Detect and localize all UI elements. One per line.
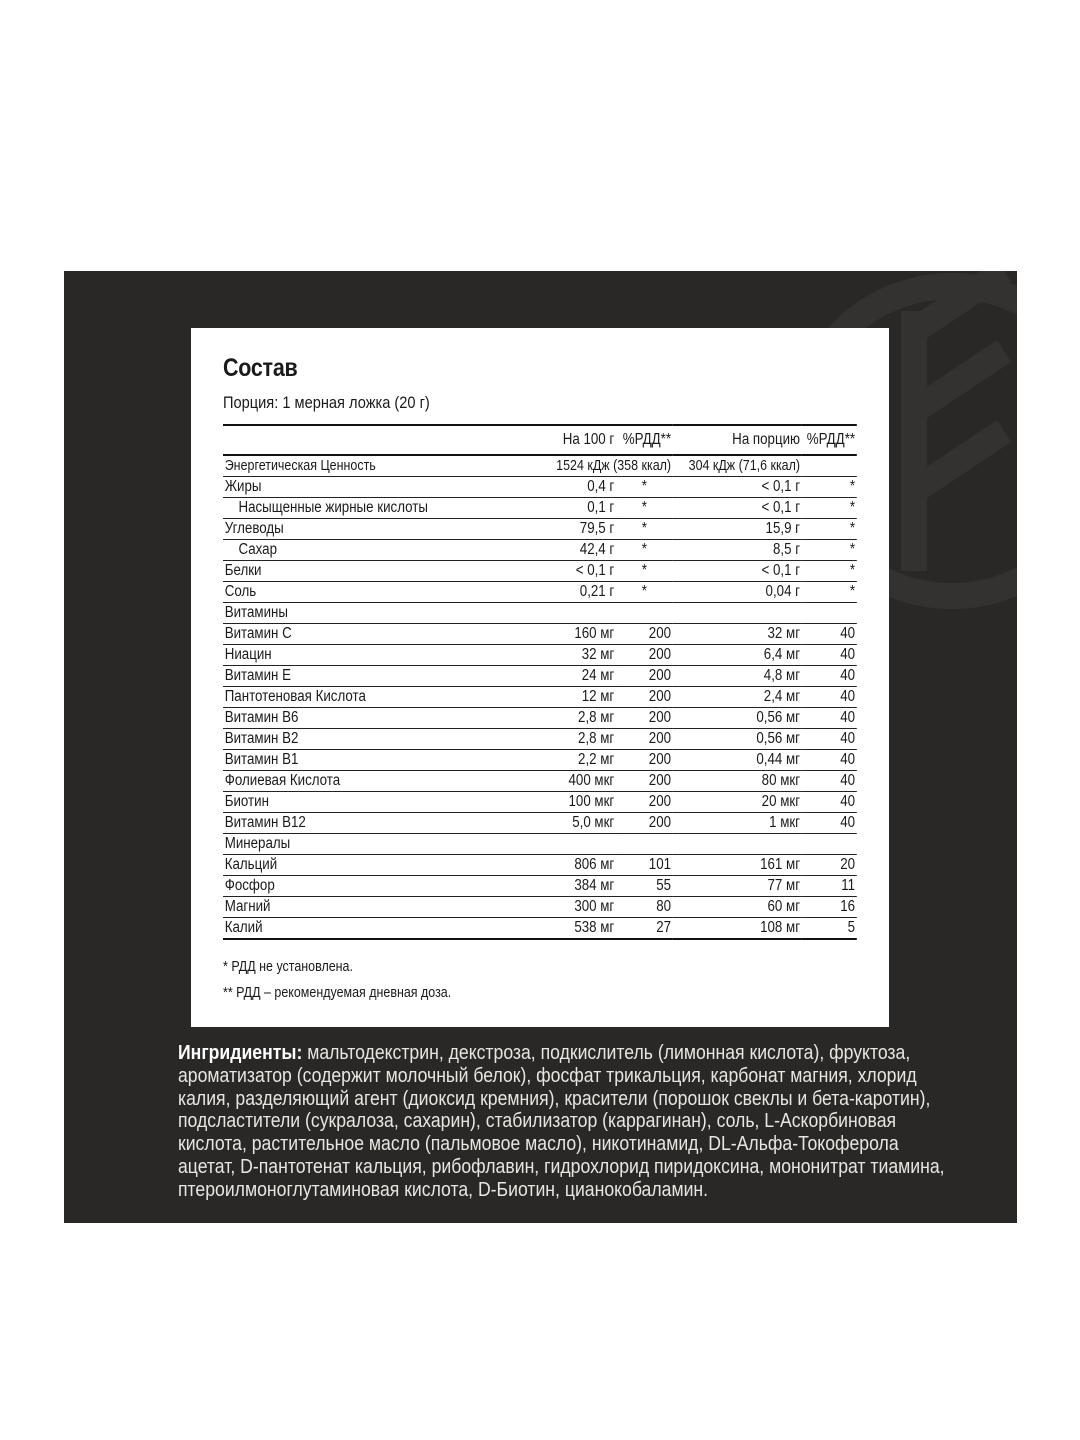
rdd-per-serving: *	[849, 520, 856, 537]
value-per-serving: 161 мг	[760, 856, 801, 873]
nutrient-name: Витамин В12	[224, 814, 306, 831]
nutrient-name: Фосфор	[224, 877, 275, 894]
rdd-per-100g: 55	[656, 877, 672, 894]
rdd-per-100g: 200	[648, 646, 672, 663]
rdd-per-100g: 200	[648, 730, 672, 747]
value-per-serving: 6,4 мг	[763, 646, 801, 663]
rdd-per-100g: 200	[648, 688, 672, 705]
table-row	[223, 645, 857, 666]
rdd-per-100g	[616, 603, 673, 624]
nutrient-name: Соль	[224, 583, 257, 600]
table-row	[223, 582, 857, 603]
ingredients-line: ароматизатор (содержит молочный белок), фосфат трикальция, карбонат магния, хлорид	[178, 1063, 917, 1087]
table-row	[223, 750, 857, 771]
rdd-per-serving: 40	[840, 793, 856, 810]
value-per-serving: 108 мг	[760, 919, 801, 936]
ingredients-line: ацетат, D-пантотенат кальция, рибофлавин, гидрохлорид пиридоксина, мононитрат тиамина,	[178, 1154, 945, 1178]
nutrient-name: Минералы	[224, 835, 291, 852]
value-per-100g: 160 мг	[574, 625, 615, 642]
table-row	[223, 729, 857, 750]
nutrition-table	[223, 424, 857, 940]
table-row	[223, 519, 857, 540]
table-row	[223, 455, 857, 477]
value-per-100g: 5,0 мкг	[572, 814, 615, 831]
rdd-per-serving	[802, 455, 857, 477]
table-row	[223, 603, 857, 624]
rdd-per-100g: 200	[648, 793, 672, 810]
table-row	[223, 498, 857, 519]
value-per-serving: 4,8 мг	[763, 667, 801, 684]
nutrient-name: Кальций	[224, 856, 278, 873]
value-per-serving: 8,5 г	[772, 541, 801, 558]
value-per-100g: 2,8 мг	[578, 730, 615, 747]
portion-size: Порция: 1 мерная ложка (20 г)	[223, 393, 430, 412]
value-per-100g: 12 мг	[581, 688, 615, 705]
value-per-serving: 0,56 мг	[756, 730, 801, 747]
value-per-serving: 20 мкг	[761, 793, 801, 810]
value-per-100g: 24 мг	[581, 667, 615, 684]
nutrient-name: Витамин В2	[224, 730, 299, 747]
value-per-serving	[673, 834, 802, 855]
value-per-100g: 100 мкг	[568, 793, 615, 810]
table-row	[223, 477, 857, 498]
rdd-per-100g: *	[641, 583, 647, 600]
rdd-per-100g: 27	[656, 919, 672, 936]
table-row	[223, 792, 857, 813]
table-row	[223, 624, 857, 645]
rdd-per-serving: 11	[841, 877, 856, 894]
value-per-serving: 77 мг	[767, 877, 801, 894]
value-per-100g: 0,21 г	[579, 583, 615, 600]
rdd-per-serving: 40	[840, 709, 856, 726]
ingredients-label: Ингридиенты:	[178, 1041, 303, 1064]
table-row	[223, 897, 857, 918]
rdd-per-serving: *	[849, 499, 856, 516]
value-per-100g	[481, 603, 616, 624]
table-row	[223, 540, 857, 561]
rdd-per-100g: 200	[648, 772, 672, 789]
nutrient-name: Витамин В1	[224, 751, 299, 768]
rdd-per-serving: 20	[840, 856, 856, 873]
rdd-per-100g: *	[641, 520, 647, 537]
table-row	[223, 771, 857, 792]
value-per-100g: 1524 кДж (358 ккал)	[556, 458, 672, 474]
value-per-100g: 400 мкг	[568, 772, 615, 789]
value-per-serving: 80 мкг	[761, 772, 801, 789]
value-per-serving: < 0,1 г	[761, 499, 801, 516]
rdd-per-serving: 40	[840, 646, 856, 663]
nutrient-name: Насыщенные жирные кислоты	[238, 499, 428, 516]
rdd-per-100g: 200	[648, 625, 672, 642]
table-row	[223, 687, 857, 708]
rdd-per-serving: 40	[840, 667, 856, 684]
value-per-serving: 15,9 г	[765, 520, 801, 537]
column-header-name	[223, 425, 481, 455]
rdd-per-100g: 200	[648, 709, 672, 726]
nutrient-name: Магний	[224, 898, 271, 915]
ingredients-line: кислота, растительное масло (пальмовое масло), никотинамид, DL-Альфа-Токоферола	[178, 1132, 899, 1156]
value-per-serving: 32 мг	[767, 625, 801, 642]
rdd-per-100g: 200	[648, 667, 672, 684]
table-row	[223, 834, 857, 855]
nutrient-name: Пантотеновая Кислота	[224, 688, 366, 705]
rdd-per-serving: 40	[840, 751, 856, 768]
ingredients-text	[178, 1041, 945, 1202]
table-row	[223, 855, 857, 876]
table-row	[223, 876, 857, 897]
value-per-100g: 300 мг	[574, 898, 615, 915]
ingredients-line: калия, разделяющий агент (диоксид кремния), красители (порошок свеклы и бета-каротин),	[178, 1086, 931, 1110]
rdd-per-100g: 101	[648, 856, 672, 873]
rdd-per-serving: 40	[840, 730, 856, 747]
value-per-100g: 0,1 г	[587, 499, 615, 516]
nutrition-facts-card	[191, 328, 889, 1027]
value-per-serving: 304 кДж (71,6 ккал)	[688, 458, 801, 474]
value-per-serving: 0,56 мг	[756, 709, 801, 726]
rdd-per-serving: *	[849, 541, 856, 558]
table-row	[223, 666, 857, 687]
value-per-serving: < 0,1 г	[761, 478, 801, 495]
value-per-100g: 32 мг	[581, 646, 615, 663]
value-per-100g: < 0,1 г	[575, 562, 615, 579]
value-per-serving	[673, 603, 802, 624]
nutrient-name: Белки	[224, 562, 262, 579]
rdd-per-serving: 16	[840, 898, 856, 915]
ingredients-line: птероилмоноглутаминовая кислота, D-Биотин, цианокобаламин.	[178, 1177, 709, 1201]
value-per-100g: 0,4 г	[587, 478, 615, 495]
page-title: Состав	[223, 354, 298, 382]
rdd-per-100g: 200	[648, 751, 672, 768]
rdd-per-100g: *	[641, 478, 647, 495]
ingredients-line: подсластители (сукралоза, сахарин), стабилизатор (каррагинан), соль, L-Аскорбиновая	[178, 1109, 897, 1133]
table-header-row	[223, 425, 857, 455]
rdd-per-serving	[802, 834, 857, 855]
rdd-per-100g: 80	[656, 898, 672, 915]
table-row	[223, 708, 857, 729]
value-per-100g: 806 мг	[574, 856, 615, 873]
nutrient-name: Витамин Е	[224, 667, 291, 684]
nutrient-name: Фолиевая Кислота	[224, 772, 341, 789]
ingredients-line: мальтодекстрин, декстроза, подкислитель (лимонная кислота), фруктоза,	[302, 1041, 911, 1064]
value-per-serving: 0,04 г	[765, 583, 801, 600]
rdd-per-serving: 40	[840, 625, 856, 642]
value-per-serving: 1 мкг	[769, 814, 801, 831]
footnote-2: ** РДД – рекомендуемая дневная доза.	[223, 985, 452, 1001]
value-per-100g: 2,8 мг	[578, 709, 615, 726]
footnote-1: * РДД не установлена.	[223, 959, 353, 975]
rdd-per-serving: *	[849, 583, 856, 600]
rdd-per-serving: *	[849, 478, 856, 495]
value-per-serving: 60 мг	[767, 898, 801, 915]
value-per-100g: 538 мг	[574, 919, 615, 936]
column-header-per-serving: На порцию	[732, 431, 801, 448]
table-row	[223, 813, 857, 834]
rdd-per-serving: 40	[840, 814, 856, 831]
nutrient-name: Калий	[224, 919, 263, 936]
rdd-per-serving: 5	[847, 919, 856, 936]
rdd-per-100g: *	[641, 562, 647, 579]
table-row	[223, 918, 857, 940]
value-per-100g	[481, 834, 616, 855]
rdd-per-100g: 200	[648, 814, 672, 831]
value-per-100g: 2,2 мг	[578, 751, 615, 768]
footnotes	[223, 954, 768, 1006]
value-per-serving: 2,4 мг	[763, 688, 801, 705]
column-header-rdd-100g: %РДД**	[622, 431, 672, 448]
value-per-serving: < 0,1 г	[761, 562, 801, 579]
rdd-per-100g: *	[641, 499, 647, 516]
nutrient-name: Сахар	[238, 541, 278, 558]
column-header-per-100g: На 100 г	[562, 431, 615, 448]
column-header-rdd-serving: %РДД**	[806, 431, 856, 448]
nutrient-name: Витамин В6	[224, 709, 299, 726]
rdd-per-serving: *	[849, 562, 856, 579]
rdd-per-100g	[616, 834, 673, 855]
rdd-per-serving: 40	[840, 772, 856, 789]
value-per-serving: 0,44 мг	[756, 751, 801, 768]
nutrient-name: Биотин	[224, 793, 269, 810]
rdd-per-100g: *	[641, 541, 647, 558]
nutrient-name: Ниацин	[224, 646, 272, 663]
table-row	[223, 561, 857, 582]
nutrient-name: Энергетическая Ценность	[224, 458, 376, 474]
value-per-100g: 42,4 г	[579, 541, 615, 558]
value-per-100g: 79,5 г	[579, 520, 615, 537]
nutrient-name: Жиры	[224, 478, 262, 495]
nutrient-name: Витамины	[224, 604, 288, 621]
nutrient-name: Витамин С	[224, 625, 292, 642]
rdd-per-serving	[802, 603, 857, 624]
rdd-per-serving: 40	[840, 688, 856, 705]
value-per-100g: 384 мг	[574, 877, 615, 894]
nutrient-name: Углеводы	[224, 520, 284, 537]
